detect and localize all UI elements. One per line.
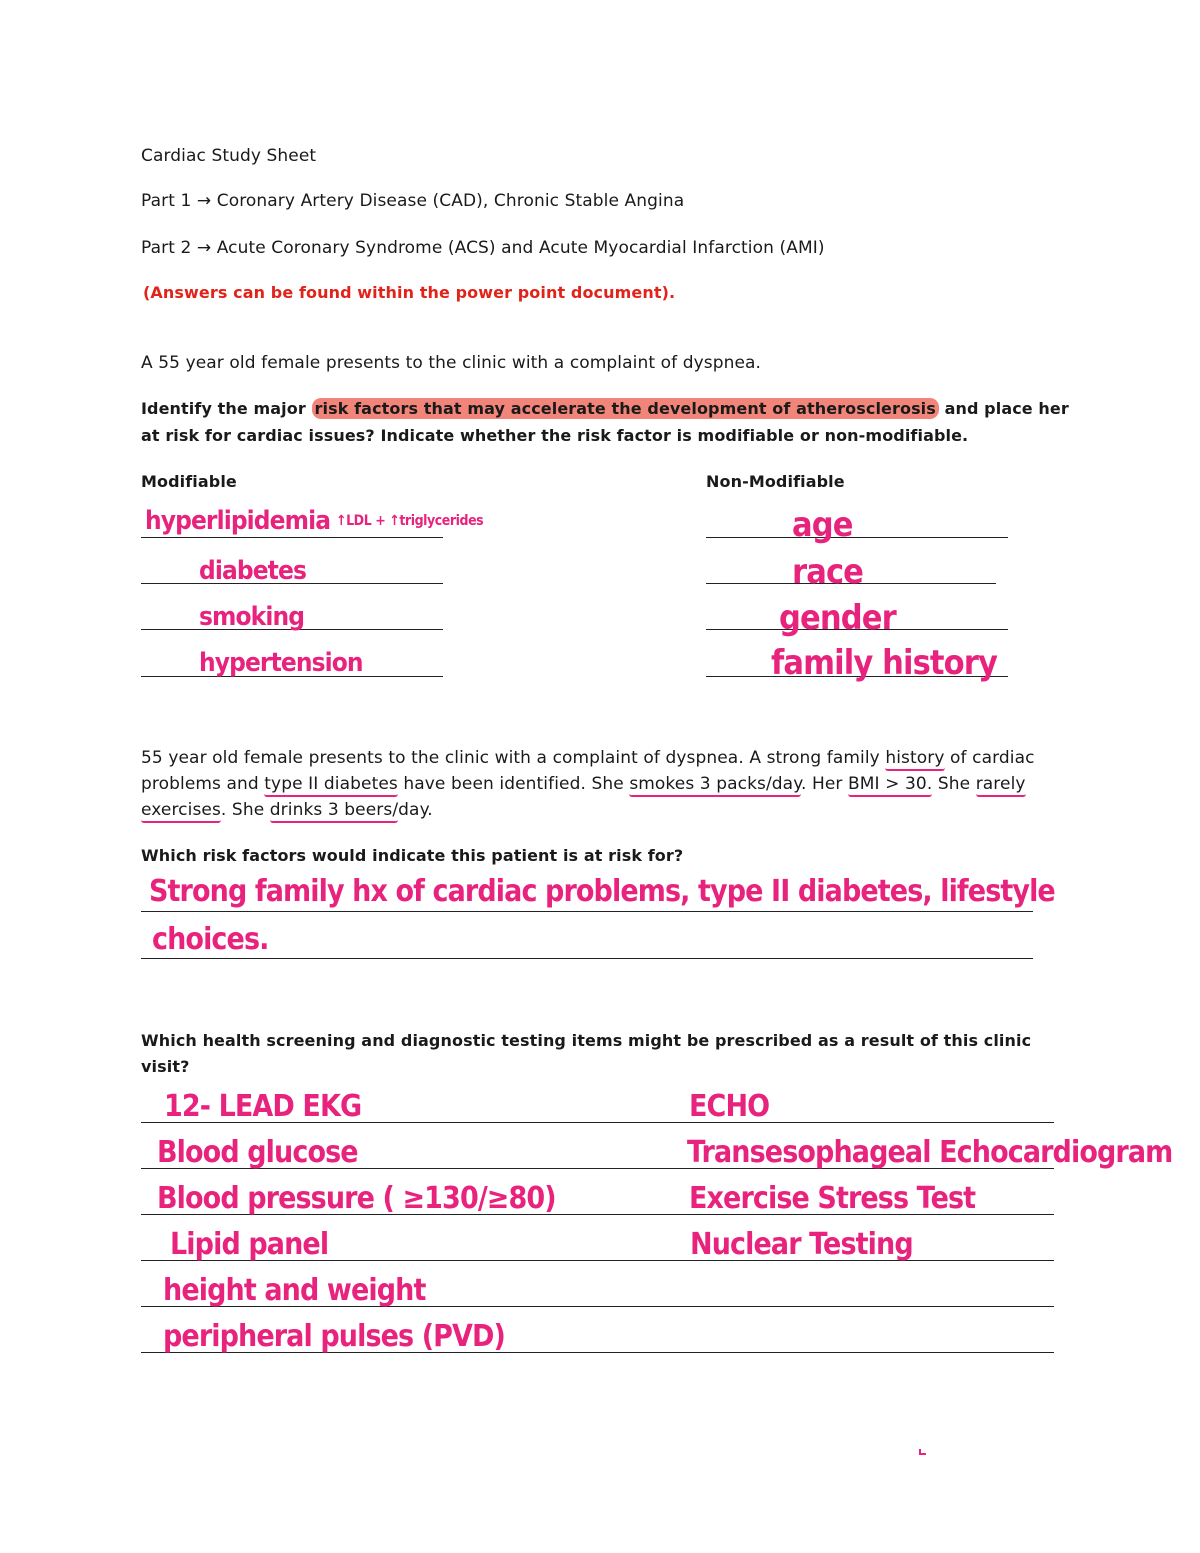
- case2-text: of cardiac: [944, 748, 1035, 768]
- answer-line: [141, 911, 1033, 912]
- screening-answer: ECHO: [689, 1089, 770, 1124]
- pen-mark: [919, 1449, 926, 1455]
- screening-question-line-1: Which health screening and diagnostic testing items might be prescribed as a result of this clinic: [141, 1031, 1032, 1050]
- answer-line: [141, 958, 1033, 959]
- underlined-drinks: drinks 3 beers/: [270, 800, 398, 823]
- screening-answer: Blood glucose: [157, 1135, 358, 1170]
- risk-question-line-1: [141, 398, 1069, 420]
- screening-answer: Transesophageal Echocardiogram: [687, 1135, 1173, 1170]
- answers-note: (Answers can be found within the power point document).: [143, 283, 676, 302]
- screening-answer: Lipid panel: [170, 1227, 329, 1262]
- answer-line: [706, 537, 1008, 538]
- hyperlipidemia-note: ↑LDL + ↑triglycerides: [336, 513, 484, 529]
- answer-line: [141, 537, 443, 538]
- screening-answer: peripheral pulses (PVD): [163, 1319, 505, 1354]
- underlined-smoking: smokes 3 packs/day: [629, 774, 801, 797]
- modifiable-answer: diabetes: [199, 556, 306, 586]
- highlighted-phrase: risk factors that may accelerate the development of atherosclerosis: [312, 398, 939, 419]
- case2-text: day.: [398, 800, 433, 820]
- screening-answer: Nuclear Testing: [690, 1227, 913, 1262]
- risk-question-text-end: and place her: [938, 399, 1069, 418]
- risk-factors-question: Which risk factors would indicate this patient is at risk for?: [141, 846, 684, 865]
- non-modifiable-answer: family history: [771, 643, 998, 683]
- case2-text: She: [932, 774, 976, 794]
- modifiable-answer: smoking: [199, 602, 305, 632]
- risk-factors-answer-line-2: choices.: [152, 922, 269, 957]
- case2-paragraph-line-2: [141, 773, 1026, 795]
- part-1-heading: Part 1 → Coronary Artery Disease (CAD), Chronic Stable Angina: [141, 191, 685, 211]
- part-2-heading: Part 2 → Acute Coronary Syndrome (ACS) and Acute Myocardial Infarction (AMI): [141, 238, 825, 258]
- screening-answer: height and weight: [163, 1273, 426, 1308]
- case2-paragraph-line-3: [141, 799, 433, 821]
- non-modifiable-answer: age: [792, 505, 853, 545]
- case2-text: . She: [220, 800, 270, 820]
- screening-question-line-2: visit?: [141, 1057, 190, 1076]
- case2-paragraph-line-1: [141, 747, 1035, 769]
- risk-factors-answer-line-1: Strong family hx of cardiac problems, type II diabetes, lifestyle: [149, 874, 1055, 909]
- underlined-exercises: exercises: [141, 800, 221, 823]
- case-intro: A 55 year old female presents to the clinic with a complaint of dyspnea.: [141, 353, 762, 373]
- modifiable-heading: Modifiable: [141, 472, 237, 491]
- screening-answer: Blood pressure ( ≥130/≥80): [157, 1181, 556, 1216]
- non-modifiable-answer: race: [792, 552, 864, 592]
- underlined-history: history: [885, 748, 944, 771]
- screening-answer: Exercise Stress Test: [689, 1181, 976, 1216]
- case2-text: problems and: [141, 774, 265, 794]
- underlined-rarely: rarely: [976, 774, 1026, 797]
- non-modifiable-answer: gender: [779, 598, 896, 638]
- non-modifiable-heading: Non-Modifiable: [706, 472, 845, 491]
- underlined-diabetes: type II diabetes: [264, 774, 398, 797]
- screening-answer: 12- LEAD EKG: [164, 1089, 362, 1124]
- underlined-bmi: BMI > 30.: [848, 774, 932, 797]
- modifiable-answer: hyperlipidemia: [145, 506, 331, 536]
- case2-text: have been identified. She: [397, 774, 630, 794]
- modifiable-answer: hypertension: [199, 648, 363, 678]
- risk-question-text: Identify the major: [141, 399, 312, 418]
- case2-text: 55 year old female presents to the clinic with a complaint of dyspnea. A strong family: [141, 748, 886, 768]
- sheet-title: Cardiac Study Sheet: [141, 146, 317, 166]
- case2-text: . Her: [800, 774, 848, 794]
- risk-question-line-2: at risk for cardiac issues? Indicate whether the risk factor is modifiable or non-modifiable.: [141, 426, 969, 445]
